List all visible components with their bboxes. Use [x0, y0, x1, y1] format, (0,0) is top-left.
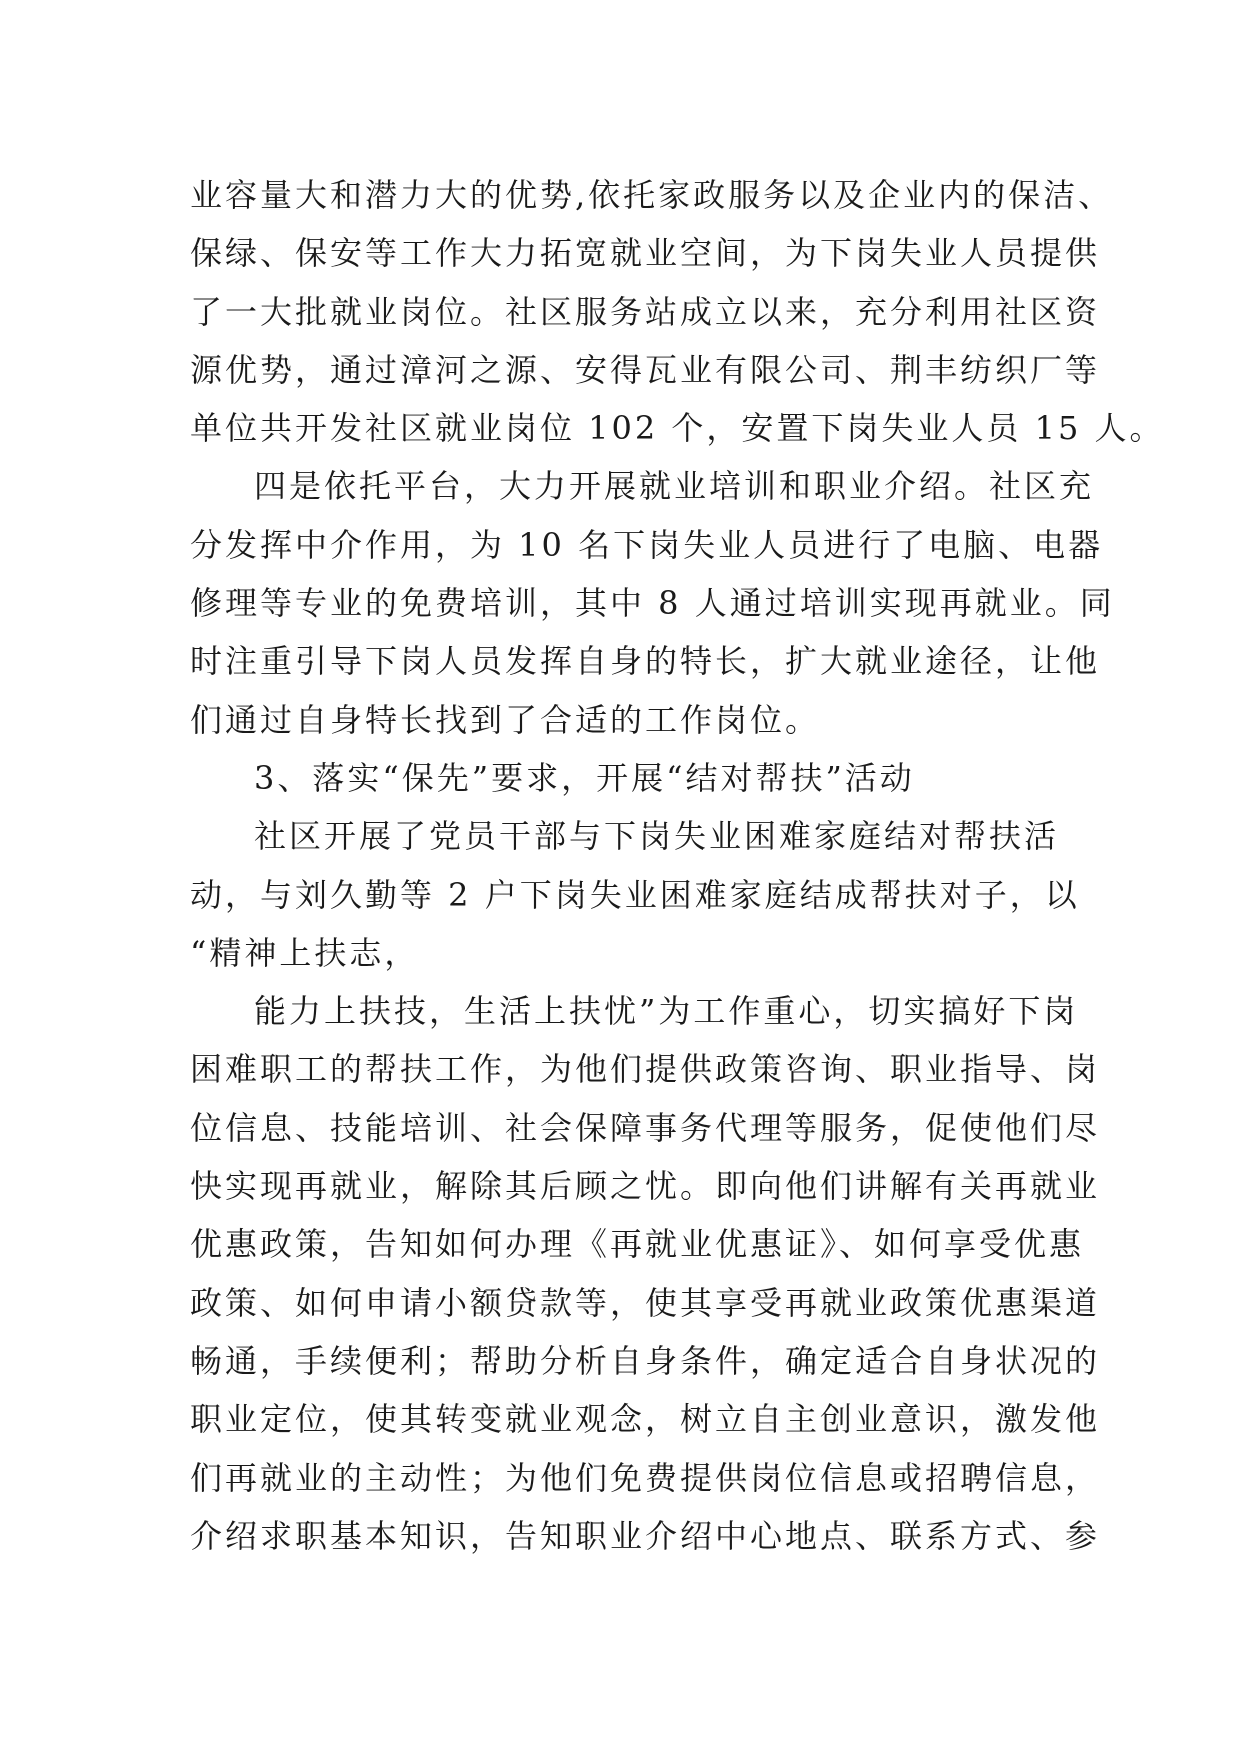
text-line: 四是依托平台，大力开展就业培训和职业介绍。社区充 — [254, 467, 1095, 506]
text-line: 分发挥中介作用，为 10 名下岗失业人员进行了电脑、电器 — [190, 525, 1104, 564]
text-line: 畅通，手续便利；帮助分析自身条件，确定适合自身状况的 — [190, 1341, 1101, 1380]
text-line: 保绿、保安等工作大力拓宽就业空间，为下岗失业人员提供 — [190, 234, 1101, 273]
text-line: 位信息、技能培训、社会保障事务代理等服务，促使他们尽 — [190, 1108, 1101, 1147]
text-line: 了一大批就业岗位。社区服务站成立以来，充分利用社区资 — [190, 292, 1101, 331]
text-line: 修理等专业的免费培训，其中 8 人通过培训实现再就业。同 — [190, 584, 1115, 623]
text-line: 3、落实“保先”要求，开展“结对帮扶”活动 — [254, 758, 915, 797]
text-line: 困难职工的帮扶工作，为他们提供政策咨询、职业指导、岗 — [190, 1050, 1101, 1089]
text-line: 能力上扶技，生活上扶忧”为工作重心，切实搞好下岗 — [254, 992, 1079, 1031]
text-line: 单位共开发社区就业岗位 102 个，安置下岗失业人员 15 人。 — [190, 409, 1165, 448]
text-line: 快实现再就业，解除其后顾之忧。即向他们讲解有关再就业 — [190, 1167, 1101, 1206]
text-line: 职业定位，使其转变就业观念，树立自主创业意识，激发他 — [190, 1400, 1101, 1439]
text-line: 介绍求职基本知识，告知职业介绍中心地点、联系方式、参 — [190, 1516, 1101, 1555]
text-line: 业容量大和潜力大的优势,依托家政服务以及企业内的保洁、 — [190, 176, 1114, 214]
text-line: 们通过自身特长找到了合适的工作岗位。 — [190, 700, 821, 739]
text-line: 时注重引导下岗人员发挥自身的特长，扩大就业途径，让他 — [190, 642, 1101, 681]
text-line: 动，与刘久勤等 2 户下岗失业困难家庭结成帮扶对子，以 — [190, 875, 1080, 914]
text-line: 社区开展了党员干部与下岗失业困难家庭结对帮扶活 — [254, 817, 1060, 856]
text-line: 源优势，通过漳河之源、安得瓦业有限公司、荆丰纺织厂等 — [190, 350, 1101, 389]
text-line: 们再就业的主动性；为他们免费提供岗位信息或招聘信息， — [190, 1458, 1101, 1497]
text-line: “精神上扶志， — [190, 933, 420, 972]
text-line: 优惠政策，告知如何办理《再就业优惠证》、如何享受优惠 — [190, 1225, 1085, 1264]
text-line: 政策、如何申请小额贷款等，使其享受再就业政策优惠渠道 — [190, 1283, 1101, 1322]
body-text — [190, 166, 1165, 1565]
